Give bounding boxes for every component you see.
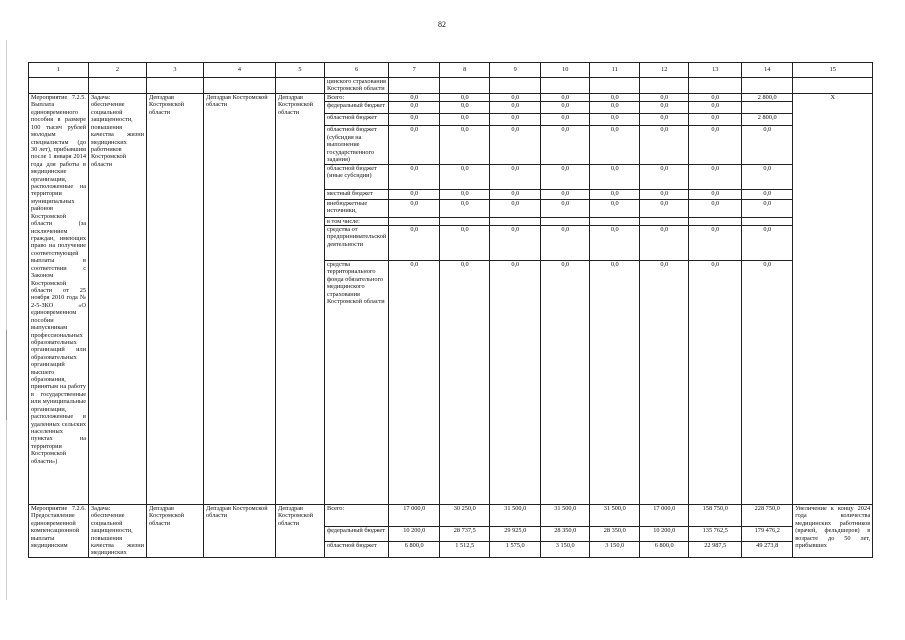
value-cell: 0,0 [541,164,590,189]
scan-edge-mark [6,330,7,420]
value-cell: 0,0 [490,94,541,102]
value-cell: 0,0 [490,126,541,164]
value-cell: 0,0 [440,199,490,217]
value-cell: 0,0 [440,189,490,199]
value-cell: 17 000,0 [389,504,440,526]
value-cell: 0,0 [389,94,440,102]
value-cell: 0,0 [541,199,590,217]
funding-source: местный бюджет [325,189,389,199]
value-cell: 135 762,5 [689,526,742,541]
value-cell: 0,0 [490,164,541,189]
column-header-9: 9 [490,63,541,78]
value-cell [389,217,440,225]
value-cell: 31 500,0 [490,504,541,526]
column-header-12: 12 [640,63,689,78]
value-cell: 1 512,5 [440,541,490,557]
value-cell: 31 500,0 [541,504,590,526]
column-header-5: 5 [276,63,325,78]
value-cell: 0,0 [590,94,640,102]
empty-cell [147,78,204,94]
value-cell [640,217,689,225]
value-cell: 0,0 [440,260,490,504]
value-cell: 0,0 [490,199,541,217]
value-cell: 0,0 [590,164,640,189]
value-cell: 22 987,5 [689,541,742,557]
funding-source: средства от предпринимательской деятельности [325,225,389,260]
value-cell: 228 750,0 [742,504,793,526]
value-cell: 0,0 [541,102,590,114]
value-cell: 0,0 [389,102,440,114]
value-cell: 0,0 [440,94,490,102]
value-cell: 0,0 [640,164,689,189]
table-row [29,504,873,526]
value-cell: 2 800,0 [742,114,793,126]
value-cell: 3 150,0 [590,541,640,557]
value-cell: 0,0 [640,102,689,114]
funding-source: федеральный бюджет [325,102,389,114]
empty-cell [490,78,541,94]
value-cell: 0,0 [742,199,793,217]
empty-cell [689,78,742,94]
table-row [29,94,873,102]
funding-source: внебюджетные источники, [325,199,389,217]
column-header-1: 1 [29,63,89,78]
empty-cell [640,78,689,94]
value-cell: 28 350,0 [541,526,590,541]
value-cell [541,217,590,225]
column-header-11: 11 [590,63,640,78]
column-header-6: 6 [325,63,389,78]
measure-title: Мероприятие 7.2.5. Выплата единовременного пособия в размере 100 тысяч рублей молодым специалистам (до 30 лет), прибывшим после 1 января 2014 года для работы в медицинские организации, расположенные на территории муниципальных районов Костромской области (за исключением граждан, имеющих право на получение соответствующей выплаты в соответствии с Законом Костромской области от 25 ноября 2010 года № 2-5-ЗКО «О единовременном пособии выпускникам профессиональных образовательных организаций или образовательных организаций высшего образования, принятым на работу в государственные или муниципальные организации, расположенные в удаленных сельских населенных пунктах на территории Костромской области») [29,94,89,505]
value-cell: 0,0 [742,126,793,164]
value-cell: 0,0 [440,126,490,164]
column-header-4: 4 [204,63,276,78]
measure-task: Задача: обеспечение социальной защищенности, повышения качества жизни медицинских [89,504,147,557]
value-cell [742,102,793,114]
value-cell: 17 000,0 [640,504,689,526]
value-cell: 0,0 [440,114,490,126]
measure-customer: Депздрав Костромской области [276,504,325,557]
empty-cell [742,78,793,94]
value-cell: 0,0 [640,114,689,126]
empty-cell [276,78,325,94]
empty-cell [29,78,89,94]
value-cell: 0,0 [590,260,640,504]
column-header-10: 10 [541,63,590,78]
funding-source: Всего: [325,94,389,102]
funding-source: Всего: [325,504,389,526]
value-cell: 158 750,0 [689,504,742,526]
value-cell: 49 273,8 [742,541,793,557]
measure-result: Х [793,94,873,505]
value-cell: 0,0 [590,225,640,260]
empty-cell [793,78,873,94]
column-header-2: 2 [89,63,147,78]
value-cell: 6 800,0 [640,541,689,557]
value-cell: 10 200,0 [389,526,440,541]
value-cell: 0,0 [440,225,490,260]
value-cell [440,217,490,225]
value-cell: 0,0 [541,260,590,504]
value-cell: 0,0 [742,260,793,504]
empty-cell [590,78,640,94]
value-cell: 0,0 [689,225,742,260]
value-cell: 0,0 [389,260,440,504]
funding-source: областной бюджет (иные субсидии) [325,164,389,189]
value-cell: 31 500,0 [590,504,640,526]
measure-coexecutor: Депздрав Костромской области [204,94,276,505]
value-cell: 0,0 [689,199,742,217]
value-cell: 29 925,0 [490,526,541,541]
value-cell: 0,0 [490,225,541,260]
value-cell: 10 200,0 [640,526,689,541]
funding-source: федеральный бюджет [325,526,389,541]
value-cell: 0,0 [640,126,689,164]
value-cell: 0,0 [742,164,793,189]
value-cell: 0,0 [590,126,640,164]
value-cell: 0,0 [541,94,590,102]
value-cell: 0,0 [689,164,742,189]
value-cell: 0,0 [640,260,689,504]
value-cell: 0,0 [389,199,440,217]
funding-source: областной бюджет [325,114,389,126]
value-cell [490,217,541,225]
value-cell: 0,0 [490,114,541,126]
measure-task: Задача: обеспечение социальной защищенности, повышения качества жизни медицинских работников Костромской области [89,94,147,505]
value-cell: 179 476,2 [742,526,793,541]
measure-executor: Депздрав Костромской области [147,504,204,557]
value-cell: 0,0 [590,114,640,126]
value-cell [742,217,793,225]
measure-coexecutor: Депздрав Костромской области [204,504,276,557]
column-header-8: 8 [440,63,490,78]
value-cell: 0,0 [640,94,689,102]
value-cell [689,217,742,225]
measure-title: Мероприятие 7.2.6. Предоставление единовременной компенсационной выплаты медицинским [29,504,89,557]
value-cell: 0,0 [389,164,440,189]
empty-cell [541,78,590,94]
value-cell: 3 150,0 [541,541,590,557]
value-cell: 6 800,0 [389,541,440,557]
value-cell: 0,0 [689,260,742,504]
value-cell: 0,0 [541,189,590,199]
value-cell: 0,0 [389,114,440,126]
value-cell: 0,0 [640,199,689,217]
value-cell: 0,0 [389,225,440,260]
source-cell-continuation: цинского страхования Костромской области [325,78,389,94]
value-cell: 0,0 [440,164,490,189]
funding-source: областной бюджет [325,541,389,557]
value-cell: 0,0 [742,225,793,260]
empty-cell [440,78,490,94]
value-cell: 0,0 [590,199,640,217]
value-cell: 30 250,0 [440,504,490,526]
value-cell: 28 350,0 [590,526,640,541]
value-cell: 0,0 [440,102,490,114]
column-header-7: 7 [389,63,440,78]
measure-result: Увеличение к концу 2024 года количества медицинских работников (врачей, фельдшеров) в возрасте до 50 лет, прибывших [793,504,873,557]
funding-source: областной бюджет (субсидия на выполнение государственного задания) [325,126,389,164]
value-cell: 0,0 [689,94,742,102]
column-header-14: 14 [742,63,793,78]
value-cell: 0,0 [640,225,689,260]
funding-source: средства территориального фонда обязательного медицинского страхования Костромской области [325,260,389,504]
value-cell: 0,0 [389,126,440,164]
measure-customer: Депздрав Костромской области [276,94,325,505]
budget-table [28,62,873,558]
empty-cell [204,78,276,94]
value-cell: 0,0 [689,102,742,114]
value-cell: 0,0 [742,189,793,199]
value-cell: 0,0 [490,260,541,504]
page-number: 82 [438,20,446,29]
value-cell [590,217,640,225]
value-cell: 2 800,0 [742,94,793,102]
value-cell: 0,0 [541,225,590,260]
value-cell: 0,0 [541,126,590,164]
funding-source: в том числе: [325,217,389,225]
measure-executor: Депздрав Костромской области [147,94,204,505]
value-cell: 0,0 [689,114,742,126]
value-cell: 0,0 [389,189,440,199]
column-header-3: 3 [147,63,204,78]
value-cell: 0,0 [490,102,541,114]
value-cell: 0,0 [689,189,742,199]
column-header-13: 13 [689,63,742,78]
empty-cell [389,78,440,94]
value-cell: 0,0 [590,102,640,114]
value-cell: 0,0 [490,189,541,199]
value-cell: 0,0 [689,126,742,164]
value-cell: 0,0 [541,114,590,126]
value-cell: 1 575,0 [490,541,541,557]
column-header-15: 15 [793,63,873,78]
value-cell: 0,0 [590,189,640,199]
scan-edge-line [6,40,7,600]
value-cell: 0,0 [640,189,689,199]
value-cell: 28 737,5 [440,526,490,541]
empty-cell [89,78,147,94]
